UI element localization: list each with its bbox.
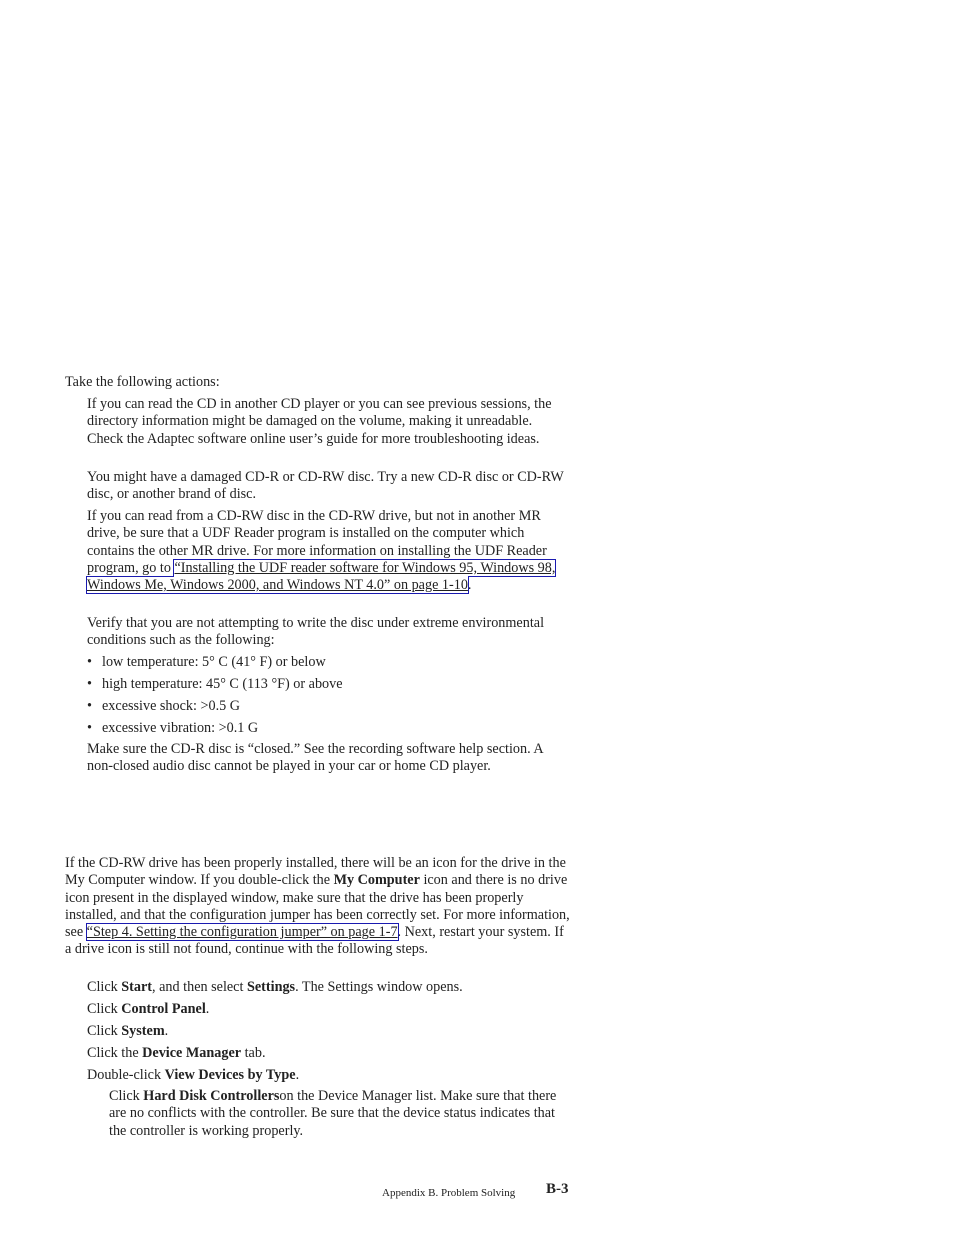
action-closed-disc: Make sure the CD-R disc is “closed.” See the recording software help section. A non-closed audio disc cannot be played in your car or home CD player. <box>87 741 543 775</box>
config-jumper-link[interactable]: “Step 4. Setting the configuration jumper” on page 1-7 <box>86 924 398 941</box>
step-device-manager <box>87 1045 569 1062</box>
step-text: . The Settings window opens. <box>295 979 463 995</box>
udf-reader-link[interactable]: “Installing the UDF reader software for Windows 95, Windows 98, Windows Me, Windows 2000, and Windows NT 4.0” on page 1-10 <box>87 559 556 594</box>
step-text: Click <box>87 979 122 995</box>
action-damaged-disc: You might have a damaged CD-R or CD-RW disc. Try a new CD-R disc or CD-RW disc, or another brand of disc. <box>87 469 564 503</box>
install-text-3: . Next, restart your system. If a drive icon is still not found, continue with the following steps. <box>65 924 564 958</box>
start-label: Start <box>121 979 153 995</box>
control-panel-label: Control Panel <box>121 1001 206 1017</box>
my-computer-label: My Computer <box>333 872 420 889</box>
udf-reader-text: If you can read from a CD-RW disc in the CD-RW drive, but not in another MR drive, be sure that a UDF Reader program is installed on the computer which contains the other MR drive. For more information on installing the UDF Reader program, go to <box>87 508 547 576</box>
step-text: Double-click <box>87 1067 165 1083</box>
step-text: . <box>295 1067 300 1083</box>
udf-reader-end: . <box>467 577 472 594</box>
action-udf-reader <box>87 508 569 594</box>
bullet-icon: • <box>87 720 92 736</box>
step-text: Click <box>87 1001 122 1017</box>
step-text: Click <box>87 1023 122 1039</box>
footer-title: Appendix B. Problem Solving <box>382 1187 516 1199</box>
condition-shock: excessive shock: >0.5 G <box>102 698 241 714</box>
bullet-icon: • <box>87 698 92 714</box>
settings-label: Settings <box>246 979 296 995</box>
bullet-icon: • <box>87 654 92 670</box>
hard-disk-controllers-label: Hard Disk Controllers <box>143 1088 280 1104</box>
page-number: B-3 <box>546 1181 569 1197</box>
step-hard-disk-controllers <box>109 1088 569 1140</box>
view-devices-label: View Devices by Type <box>164 1067 296 1083</box>
step-text: tab. <box>241 1045 266 1061</box>
bullet-icon: • <box>87 676 92 692</box>
install-paragraph <box>65 855 570 959</box>
condition-low-temp: low temperature: 5° C (41° F) or below <box>102 654 326 670</box>
step-start <box>87 979 569 996</box>
install-text-1: If the CD-RW drive has been properly installed, there will be an icon for the drive in the My Computer window. If you double-click the <box>65 855 566 889</box>
step-text: . <box>164 1023 169 1039</box>
device-manager-label: Device Manager <box>142 1045 242 1061</box>
intro-text: Take the following actions: <box>65 374 220 390</box>
step-text: . <box>205 1001 210 1017</box>
condition-vibration: excessive vibration: >0.1 G <box>102 720 259 736</box>
step-text: Click the <box>87 1045 143 1061</box>
action-read-cd: If you can read the CD in another CD player or you can see previous sessions, the directory information might be damaged on the volume, making it unreadable. Check the Adaptec software online user’s guide for more troubleshooting ideas. <box>87 396 552 447</box>
system-label: System <box>121 1023 165 1039</box>
step-control-panel <box>87 1001 569 1018</box>
page-footer <box>380 1181 572 1201</box>
step-system <box>87 1023 569 1040</box>
action-environment: Verify that you are not attempting to write the disc under extreme environmental conditions such as the following: <box>87 615 545 649</box>
step-text: on the Device Manager list. Make sure that there are no conflicts with the controller. Be sure that the device status indicates that the controller is working properly. <box>109 1088 557 1139</box>
condition-high-temp: high temperature: 45° C (113 °F) or above <box>102 676 343 692</box>
step-text: Click <box>109 1088 144 1104</box>
step-text: , and then select <box>152 979 247 995</box>
install-text-2: icon and there is no drive icon present in the displayed window, make sure that the drive has been properly installed, and that the configuration jumper has been correctly set. For more information, see <box>65 872 570 941</box>
step-view-devices <box>87 1067 569 1084</box>
